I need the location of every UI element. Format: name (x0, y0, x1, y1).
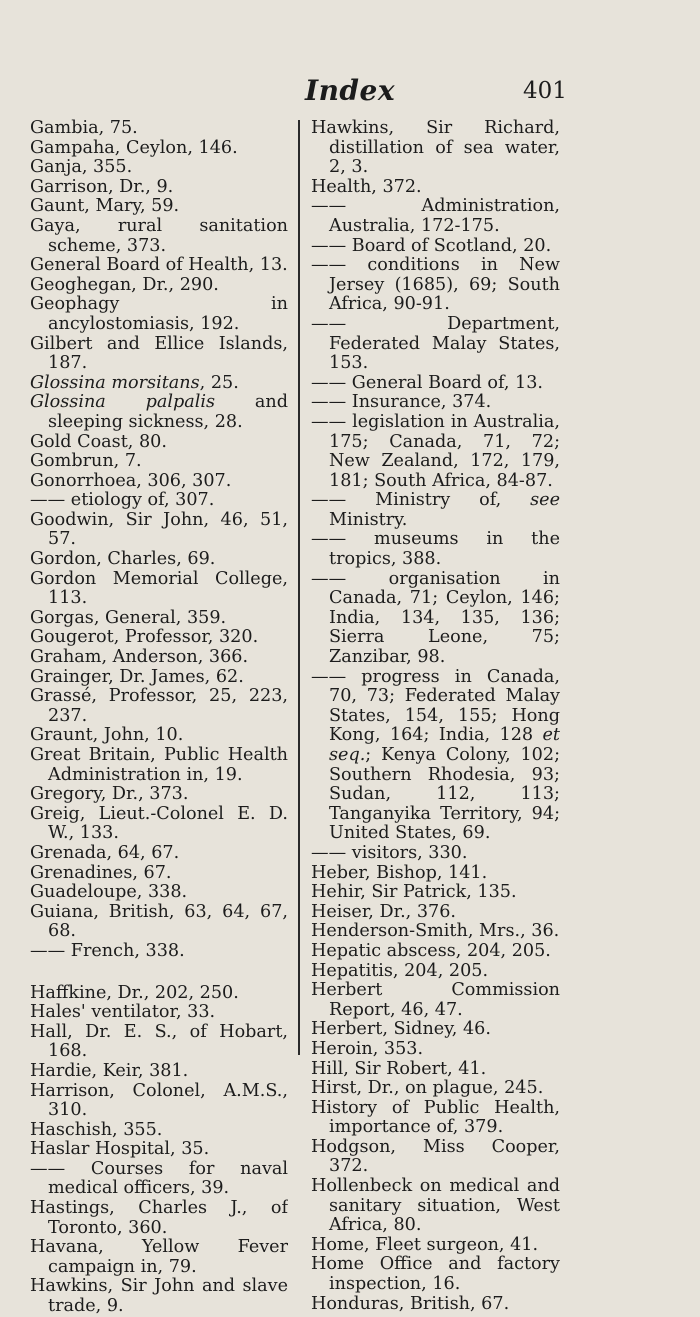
index-entry: —— visitors, 330. (311, 842, 468, 863)
index-entry: —— organisation in Canada, 71; Ceylon, 146; India, 134, 135, 136; Sierra Leone, 75; Zanzibar, 98. (311, 568, 560, 668)
index-entry: Greig, Lieut.-Colonel E. D. W., 133. (30, 803, 288, 844)
index-entry: Grassé, Professor, 25, 223, 237. (30, 686, 288, 726)
index-entry: Gambia, 75. (30, 119, 138, 138)
index-entry: General Board of Health, 13. (30, 255, 288, 276)
index-entry: Glossina morsitans, 25. (30, 372, 239, 393)
index-entry: Hastings, Charles J., of Toronto, 360. (30, 1198, 288, 1238)
index-entry: Guiana, British, 63, 64, 67, 68. (30, 901, 288, 942)
index-entry: History of Public Health, importance of, 379. (311, 1097, 560, 1138)
index-entry: Guadeloupe, 338. (30, 882, 188, 903)
index-entry: Grainger, Dr. James, 62. (30, 666, 244, 687)
index-entry: —— Board of Scotland, 20. (311, 235, 552, 256)
index-entry: Glossina palpalis and sleeping sickness, 28. (30, 392, 288, 432)
index-entry: Haffkine, Dr., 202, 250. (30, 982, 239, 1003)
index-entry: —— Courses for naval medical officers, 39. (30, 1158, 288, 1199)
index-entry: Grenada, 64, 67. (30, 842, 180, 863)
index-entry: Garrison, Dr., 9. (30, 176, 174, 197)
index-column-right (311, 119, 560, 1314)
index-entry: Hill, Sir Robert, 41. (311, 1058, 487, 1079)
index-entry: Gordon Memorial College, 113. (30, 568, 288, 609)
index-entry: Haschish, 355. (30, 1119, 163, 1140)
index-entry: —— Ministry of, see Ministry. (311, 490, 560, 530)
index-entry: Grenadines, 67. (30, 862, 172, 883)
index-entry: Great Britain, Public Health Administration in, 19. (30, 745, 288, 785)
index-entry: Gougerot, Professor, 320. (30, 627, 259, 648)
index-entry: Hawkins, Sir John and slave trade, 9. (30, 1276, 288, 1317)
index-entry: Gaya, rural sanitation scheme, 373. (30, 215, 288, 256)
index-entry: Herbert, Sidney, 46. (311, 1019, 491, 1040)
index-entry: —— legislation in Australia, 175; Canada, 71, 72; New Zealand, 172, 179, 181; South Africa, 84-87. (311, 411, 560, 491)
index-entry: —— conditions in New Jersey (1685), 69; South Africa, 90-91. (311, 255, 560, 315)
index-entry: Hawkins, Sir Richard, distillation of sea water, 2, 3. (311, 119, 560, 178)
index-entry: Gilbert and Ellice Islands, 187. (30, 333, 288, 374)
index-entry: Havana, Yellow Fever campaign in, 79. (30, 1237, 288, 1277)
index-entry: Gaunt, Mary, 59. (30, 196, 180, 217)
index-entry: —— Insurance, 374. (311, 392, 492, 413)
index-entry: Goodwin, Sir John, 46, 51, 57. (30, 509, 288, 550)
index-entry: Gordon, Charles, 69. (30, 549, 216, 570)
index-entry: Hodgson, Miss Cooper, 372. (311, 1136, 560, 1177)
index-entry: Hardie, Keir, 381. (30, 1060, 189, 1081)
index-entry: Hehir, Sir Patrick, 135. (311, 882, 517, 903)
index-entry: —— Department, Federated Malay States, 153. (311, 313, 560, 374)
index-entry: Gregory, Dr., 373. (30, 784, 189, 805)
index-entry: Gampaha, Ceylon, 146. (30, 137, 238, 158)
index-entry: Gorgas, General, 359. (30, 607, 227, 628)
index-entry: Graham, Anderson, 366. (30, 647, 249, 668)
index-entry: —— progress in Canada, 70, 73; Federated Malay States, 154, 155; Hong Kong, 164; India, 128 et seq.; Kenya Colony, 102; Southern Rhodesia, 93; Sudan, 112, 113; Tanganyika Territory, 94; United States, 69. (311, 666, 560, 844)
index-entry: Gonorrhoea, 306, 307. (30, 470, 232, 491)
index-entry: Henderson-Smith, Mrs., 36. (311, 921, 560, 942)
index-entry: Geophagy in ancylostomiasis, 192. (30, 294, 288, 334)
index-entry: Hales' ventilator, 33. (30, 1002, 216, 1023)
index-entry: Home Office and factory inspection, 16. (311, 1254, 560, 1295)
index-column-left (30, 119, 288, 1317)
index-entry: Hepatic abscess, 204, 205. (311, 940, 551, 961)
index-entry: Haslar Hospital, 35. (30, 1139, 210, 1160)
index-entry: Herbert Commission Report, 46, 47. (311, 980, 560, 1020)
section-gap (30, 962, 288, 984)
page-number: 401 (523, 78, 567, 104)
index-entry: Health, 372. (311, 176, 422, 197)
index-entry: Honduras, British, 67. (311, 1293, 510, 1314)
page-title: Index (304, 74, 396, 107)
index-entry: —— French, 338. (30, 940, 185, 961)
index-entry: Harrison, Colonel, A.M.S., 310. (30, 1080, 288, 1121)
index-entry: Hirst, Dr., on plague, 245. (311, 1078, 544, 1099)
index-entry: —— Administration, Australia, 172-175. (311, 196, 560, 236)
index-entry: Hollenbeck on medical and sanitary situation, West Africa, 80. (311, 1176, 560, 1236)
index-entry: Heroin, 353. (311, 1038, 424, 1059)
index-entry: —— General Board of, 13. (311, 372, 544, 393)
index-entry: Gombrun, 7. (30, 451, 142, 472)
column-divider (298, 120, 300, 1055)
index-entry: —— museums in the tropics, 388. (311, 529, 560, 570)
index-entry: Home, Fleet surgeon, 41. (311, 1234, 539, 1255)
index-entry: —— etiology of, 307. (30, 490, 215, 511)
index-entry: Hall, Dr. E. S., of Hobart, 168. (30, 1021, 288, 1062)
index-entry: Heiser, Dr., 376. (311, 901, 457, 922)
index-entry: Geoghegan, Dr., 290. (30, 274, 219, 295)
index-entry: Hepatitis, 204, 205. (311, 960, 489, 981)
index-entry: Ganja, 355. (30, 157, 133, 178)
index-entry: Graunt, John, 10. (30, 725, 184, 746)
index-entry: Heber, Bishop, 141. (311, 862, 488, 883)
index-entry: Gold Coast, 80. (30, 431, 167, 452)
